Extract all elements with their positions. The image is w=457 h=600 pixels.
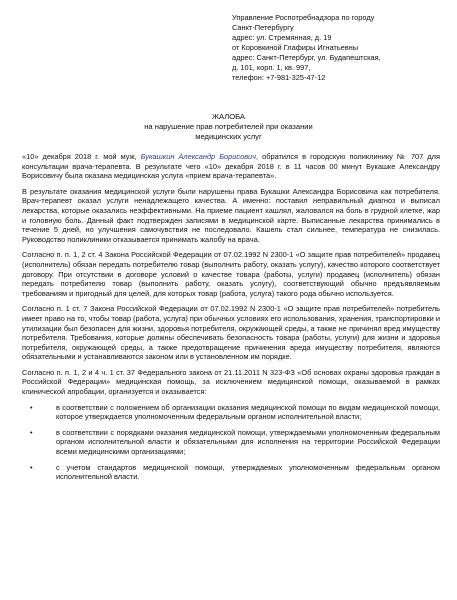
list-item [22, 403, 440, 422]
list-item-text: в соответствии с порядками оказания медицинской помощи, утверждаемыми уполномоченным федеральным органом исполнительной власти и обязательными для исполнения на территории Российской Федерации всеми медицинскими организациями; [56, 427, 440, 457]
addressee-line: д. 101, корп. 1, кв. 997, [232, 63, 311, 72]
bullet-icon: • [30, 427, 33, 437]
paragraph-intro [22, 152, 440, 181]
addressee-line: Санкт-Петербургу [232, 23, 294, 32]
paragraph-law-quality: Согласно п. п. 1, 2 ст. 4 Закона Российской Федерации от 07.02.1992 N 2300-1 «О защите прав потребителей» продавец (исполнитель) обязан передать потребителю товар (выполнить работу, оказать услугу), качество которого соответствует договору. При отсутствии в договоре условий о качестве товара (работы, услуги) продавец (исполнитель) обязан передать потребителю товар (выполнить работу, оказать услугу), соответствующий обычно предъявляемым требованиям и пригодный для целей, для которых товар (работа, услуга) такого рода обычно используется. [22, 250, 440, 298]
requirements-list [22, 403, 440, 482]
bullet-icon: • [30, 402, 33, 412]
paragraph-law-medical: Согласно п. п. 1, 2 и 4 ч. 1 ст. 37 Федерального закона от 21.11.2011 N 323-ФЗ «Об основах охраны здоровья граждан в Российской Федерации» медицинская помощь, за исключением медицинской помощи, оказываемой в рамках клинической апробации, организуется и оказывается: [22, 367, 440, 397]
paragraph-violation: В результате оказания медицинской услуги были нарушены права Букашки Александра Борисовича как потребителя. Врач-терапевт оказал услуги ненадлежащего качества. А именно: поставил неправильный диагноз и выписал лекарства, которые оказались неэффективными. На приеме пациент кашлял, жаловался на боль в грудной клетке, жар и головную боль. Данный факт подтвержден записями в медицинской карте. Выписанные лекарства принимались в течение 5 дней, но улучшения самочувствия не последовало. Кашель стал сильнее, температура не снизилась. Руководство поликлиники отказывается принимать жалобу на врача. [22, 186, 440, 244]
intro-text: , обратился в городскую поликлинику № 707 для консультации врача-терапевта. В результате чего «10» декабря 2018 г. в 11 часов 00 минут Букашке Александру Борисовичу была оказана медицинская услуга «прием врача-терапевта». [22, 152, 440, 181]
intro-text: «10» декабря 2018 г. мой муж, [22, 152, 141, 161]
paragraph-law-safety: Согласно п. 1 ст. 7 Закона Российской Федерации от 07.02.1992 N 2300-1 «О защите прав потребителей» потребитель имеет право на то, чтобы товар (работа, услуга) при обычных условиях его использования, хранения, транспортировки и утилизации был безопасен для жизни, здоровья потребителя, окружающей среды, а также не причинял вред имуществу потребителя. Требования, которые должны обеспечивать безопасность товара (работы, услуги) для жизни и здоровья потребителя, окружающей среды, а также предотвращение причинения вреда имуществу потребителя, являются обязательными и устанавливаются законом или в установленном им порядке. [22, 304, 440, 362]
title-subheading: медицинских услуг [195, 132, 262, 141]
list-item-text: с учетом стандартов медицинской помощи, утверждаемых уполномоченным федеральным органом исполнительной власти. [56, 462, 440, 482]
addressee-line: телефон: +7-981-325-47-12 [232, 73, 326, 82]
addressee-block [232, 13, 452, 83]
title-subheading: на нарушение прав потребителей при оказании [144, 122, 313, 131]
title-heading: ЖАЛОБА [211, 112, 245, 121]
addressee-line: адрес: Санкт-Петербург, ул. Будапештская, [232, 53, 381, 62]
list-item-text: в соответствии с положением об организации оказания медицинской помощи по видам медицинской помощи, которое утверждается уполномоченным федеральным органом исполнительной власти; [56, 402, 440, 422]
list-item [22, 428, 440, 457]
bullet-icon: • [30, 462, 33, 472]
document-body [22, 152, 440, 488]
document-title [0, 112, 457, 142]
addressee-line: адрес: ул. Стремянная, д. 19 [232, 33, 332, 42]
patient-name: Букашкин Александр Борисович [140, 152, 256, 161]
list-item [22, 463, 440, 482]
addressee-line: от Коровкиной Глафиры Игнатьевны [232, 43, 359, 52]
addressee-line: Управление Роспотребнадзора по городу [232, 13, 375, 22]
